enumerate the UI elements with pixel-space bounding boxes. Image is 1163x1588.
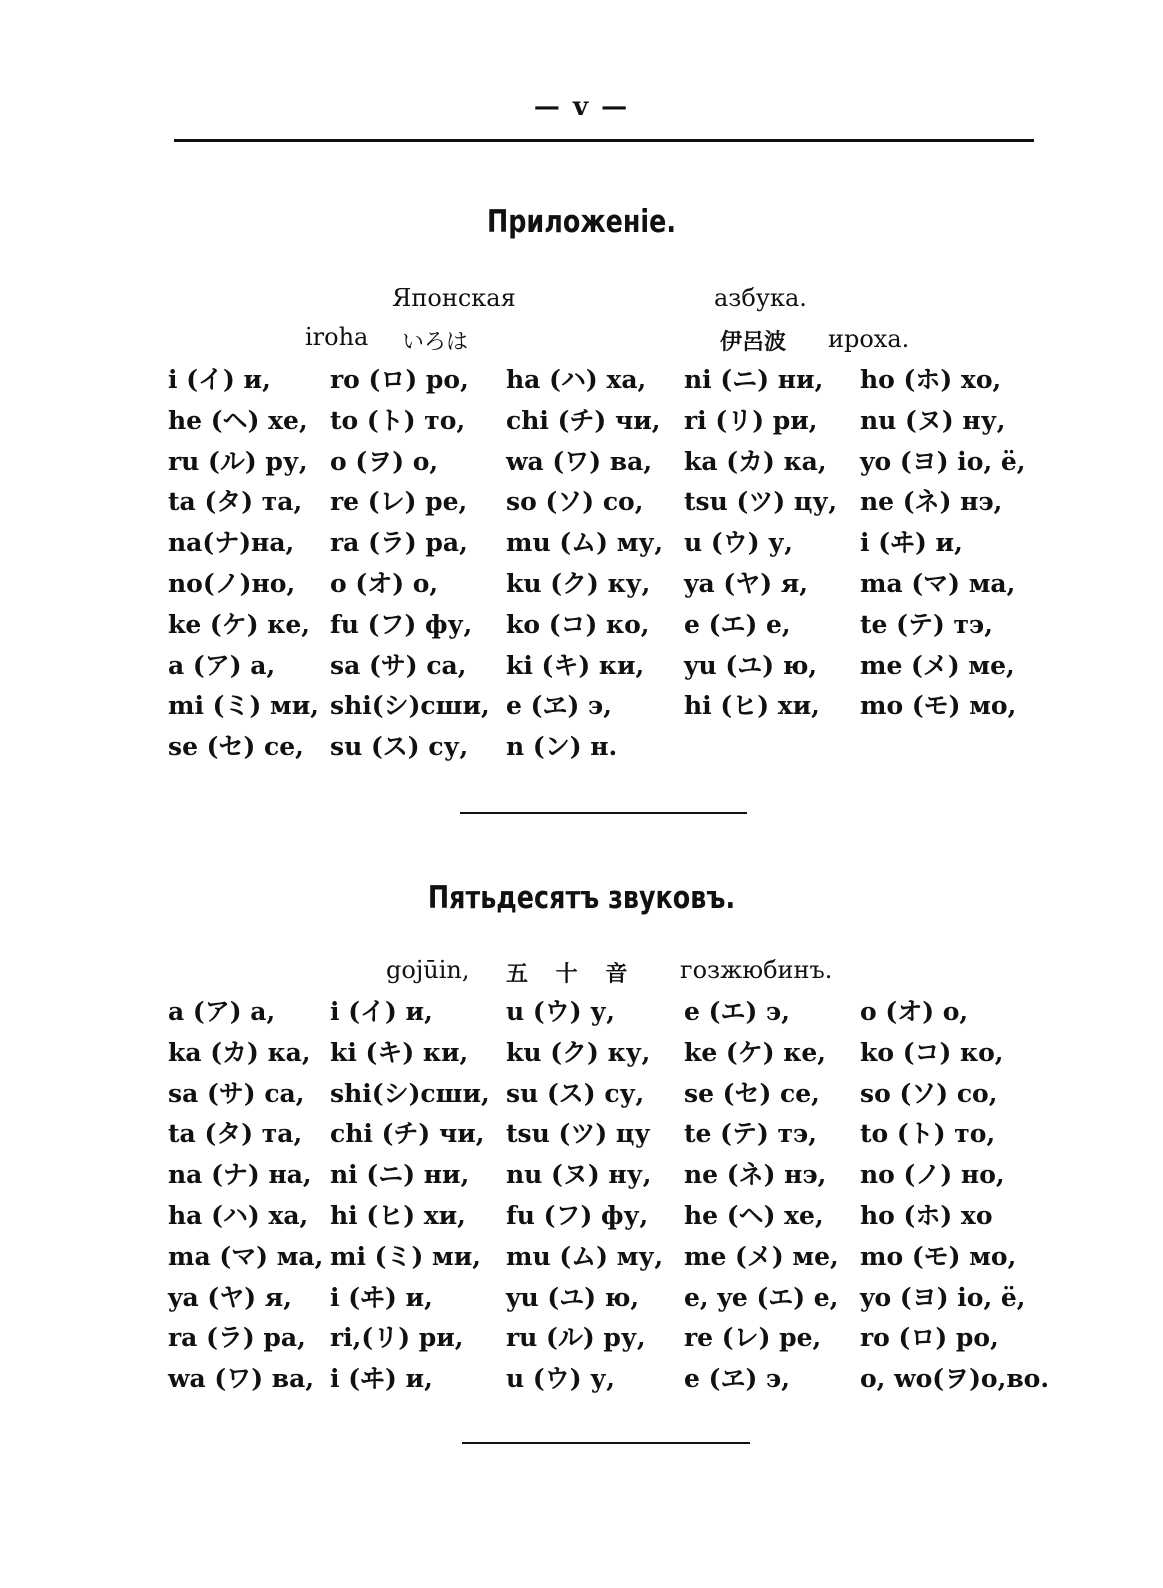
table-cell: mo (モ) мо,: [860, 691, 1017, 721]
table-cell: te (テ) тэ,: [860, 609, 993, 639]
table-cell: re (レ) ре,: [330, 487, 468, 517]
table-cell: a (ア) а,: [168, 997, 276, 1026]
table-cell: yo (ヨ) іо, ё,: [860, 446, 1026, 476]
table-cell: u (ウ) у,: [506, 997, 615, 1026]
gojuin-cyrillic: гозжюбинъ.: [680, 956, 833, 984]
table-cell: no(ノ)но,: [168, 568, 296, 598]
table-cell: hi (ヒ) хи,: [684, 691, 820, 721]
table-cell: re (レ) ре,: [684, 1323, 822, 1353]
table-cell: n (ン) н.: [506, 732, 618, 762]
table-cell: e (エ) э,: [684, 997, 790, 1026]
table-cell: to (ト) то,: [330, 405, 466, 435]
table-cell: ya (ヤ) я,: [684, 568, 808, 598]
table-cell: i (イ) и,: [330, 997, 433, 1026]
table-cell: ho (ホ) хо,: [860, 365, 1002, 394]
table-cell: ri (リ) ри,: [684, 405, 818, 435]
table-cell: i (ヰ) и,: [330, 1282, 433, 1312]
table-cell: ra (ラ) ра,: [168, 1323, 306, 1353]
table-cell: ra (ラ) ра,: [330, 528, 468, 558]
table-cell: ku (ク) ку,: [506, 568, 651, 598]
table-cell: se (セ) се,: [168, 732, 304, 762]
table-cell: ni (ニ) ни,: [684, 365, 824, 394]
table-cell: he (ヘ) хе,: [684, 1200, 824, 1230]
table-cell: ha (ハ) ха,: [506, 365, 647, 394]
table-cell: sa (サ) са,: [330, 650, 467, 680]
table-cell: te (テ) тэ,: [684, 1119, 817, 1149]
top-rule: [174, 139, 1034, 142]
table-cell: me (メ) ме,: [684, 1241, 839, 1271]
table-cell: fu (フ) фу,: [506, 1200, 649, 1230]
table-cell: ne (ネ) нэ,: [860, 487, 1003, 517]
section-divider: [460, 812, 747, 814]
section1-subtitle-left: Японская: [392, 284, 516, 312]
table-cell: he (ヘ) хе,: [168, 405, 308, 435]
table-cell: ta (タ) та,: [168, 487, 303, 517]
table-cell: ro (ロ) ро,: [860, 1323, 999, 1353]
table-cell: i (ヰ) и,: [330, 1364, 433, 1394]
table-cell: e, ye (エ) е,: [684, 1282, 839, 1312]
table-cell: yu (ユ) ю,: [684, 650, 818, 680]
table-cell: to (ト) то,: [860, 1119, 996, 1149]
table-cell: me (メ) ме,: [860, 650, 1015, 680]
table-cell: nu (ヌ) ну,: [506, 1160, 652, 1190]
table-cell: fu (フ) фу,: [330, 609, 473, 639]
table-cell: o (ヲ) о,: [330, 446, 439, 476]
table-cell: ha (ハ) ха,: [168, 1200, 309, 1230]
iroha-cyrillic: ироха.: [828, 325, 910, 353]
table-cell: ru (ル) ру,: [506, 1323, 646, 1353]
table-cell: ri,(リ) ри,: [330, 1323, 464, 1353]
table-cell: ka (カ) ка,: [168, 1037, 311, 1067]
table-cell: ko (コ) ко,: [506, 609, 650, 639]
table-cell: su (ス) су,: [506, 1078, 645, 1108]
table-cell: o (オ) о,: [330, 568, 439, 598]
section1-title: Приложеніе.: [486, 204, 677, 240]
table-cell: wa (ワ) ва,: [168, 1364, 315, 1394]
table-cell: ru (ル) ру,: [168, 446, 308, 476]
table-cell: [860, 727, 1060, 768]
table-cell: shi(シ)сши,: [330, 691, 490, 721]
table-cell: no (ノ) но,: [860, 1160, 1005, 1190]
iroha-kana: いろは: [402, 330, 469, 355]
table-cell: [684, 727, 860, 768]
table-cell: ki (キ) ки,: [506, 650, 645, 680]
table-cell: ka (カ) ка,: [684, 446, 827, 476]
gojuin-latin: gojūin,: [386, 956, 470, 984]
table-cell: chi (チ) чи,: [330, 1119, 485, 1149]
table-cell: yo (ヨ) іо, ё,: [860, 1282, 1026, 1312]
table-cell: ta (タ) та,: [168, 1119, 303, 1149]
table-cell: hi (ヒ) хи,: [330, 1200, 466, 1230]
table-cell: na (ナ) на,: [168, 1160, 312, 1190]
gojuin-kanji: 五 十 音: [506, 962, 638, 987]
table-cell: se (セ) се,: [684, 1078, 820, 1108]
section1-subtitle-right: азбука.: [714, 284, 807, 312]
table-cell: mu (ム) му,: [506, 1241, 664, 1271]
table-cell: mu (ム) му,: [506, 528, 664, 558]
table-cell: mi (ミ) ми,: [168, 691, 319, 721]
table-cell: e (エ) е,: [684, 609, 791, 639]
table-cell: ne (ネ) нэ,: [684, 1160, 827, 1190]
table-cell: ro (ロ) ро,: [330, 365, 469, 394]
table-cell: mi (ミ) ми,: [330, 1241, 481, 1271]
table-cell: o, wo(ヲ)о,во.: [860, 1364, 1050, 1394]
table-cell: i (ヰ) и,: [860, 528, 963, 558]
table-cell: ko (コ) ко,: [860, 1037, 1004, 1067]
table-cell: ni (ニ) ни,: [330, 1160, 470, 1190]
table-cell: i (イ) и,: [168, 365, 271, 394]
table-cell: e (ヱ) э,: [506, 691, 612, 721]
table-cell: so (ソ) со,: [860, 1078, 998, 1108]
page-number: — v —: [533, 92, 630, 122]
table-cell: ku (ク) ку,: [506, 1037, 651, 1067]
table-cell: ma (マ) ма,: [168, 1241, 324, 1271]
table-cell: a (ア) а,: [168, 650, 276, 680]
gojuin-table: [168, 992, 1060, 1400]
table-cell: chi (チ) чи,: [506, 405, 661, 435]
section2-title: Пятьдесятъ звуковъ.: [427, 880, 736, 916]
table-cell: o (オ) о,: [860, 997, 969, 1026]
table-cell: nu (ヌ) ну,: [860, 405, 1006, 435]
table-cell: tsu (ツ) цу,: [684, 487, 838, 517]
table-cell: ho (ホ) хо: [860, 1200, 993, 1230]
table-cell: ma (マ) ма,: [860, 568, 1016, 598]
table-cell: su (ス) су,: [330, 732, 469, 762]
table-cell: sa (サ) са,: [168, 1078, 305, 1108]
table-cell: tsu (ツ) цу: [506, 1119, 651, 1149]
table-cell: u (ウ) у,: [506, 1364, 615, 1394]
table-cell: na(ナ)на,: [168, 528, 295, 558]
iroha-kanji: 伊呂波: [720, 330, 787, 355]
table-cell: wa (ワ) ва,: [506, 446, 653, 476]
table-cell: ke (ケ) ке,: [168, 609, 310, 639]
table-cell: ki (キ) ки,: [330, 1037, 469, 1067]
table-cell: shi(シ)сши,: [330, 1078, 490, 1108]
table-cell: mo (モ) мо,: [860, 1241, 1017, 1271]
table-cell: ya (ヤ) я,: [168, 1282, 292, 1312]
iroha-table: [168, 360, 1060, 768]
table-cell: so (ソ) со,: [506, 487, 644, 517]
bottom-divider: [462, 1442, 750, 1444]
table-cell: yu (ユ) ю,: [506, 1282, 640, 1312]
iroha-latin: iroha: [305, 323, 369, 351]
table-cell: ke (ケ) ке,: [684, 1037, 826, 1067]
table-cell: e (ヱ) э,: [684, 1364, 790, 1394]
table-cell: u (ウ) у,: [684, 528, 793, 558]
